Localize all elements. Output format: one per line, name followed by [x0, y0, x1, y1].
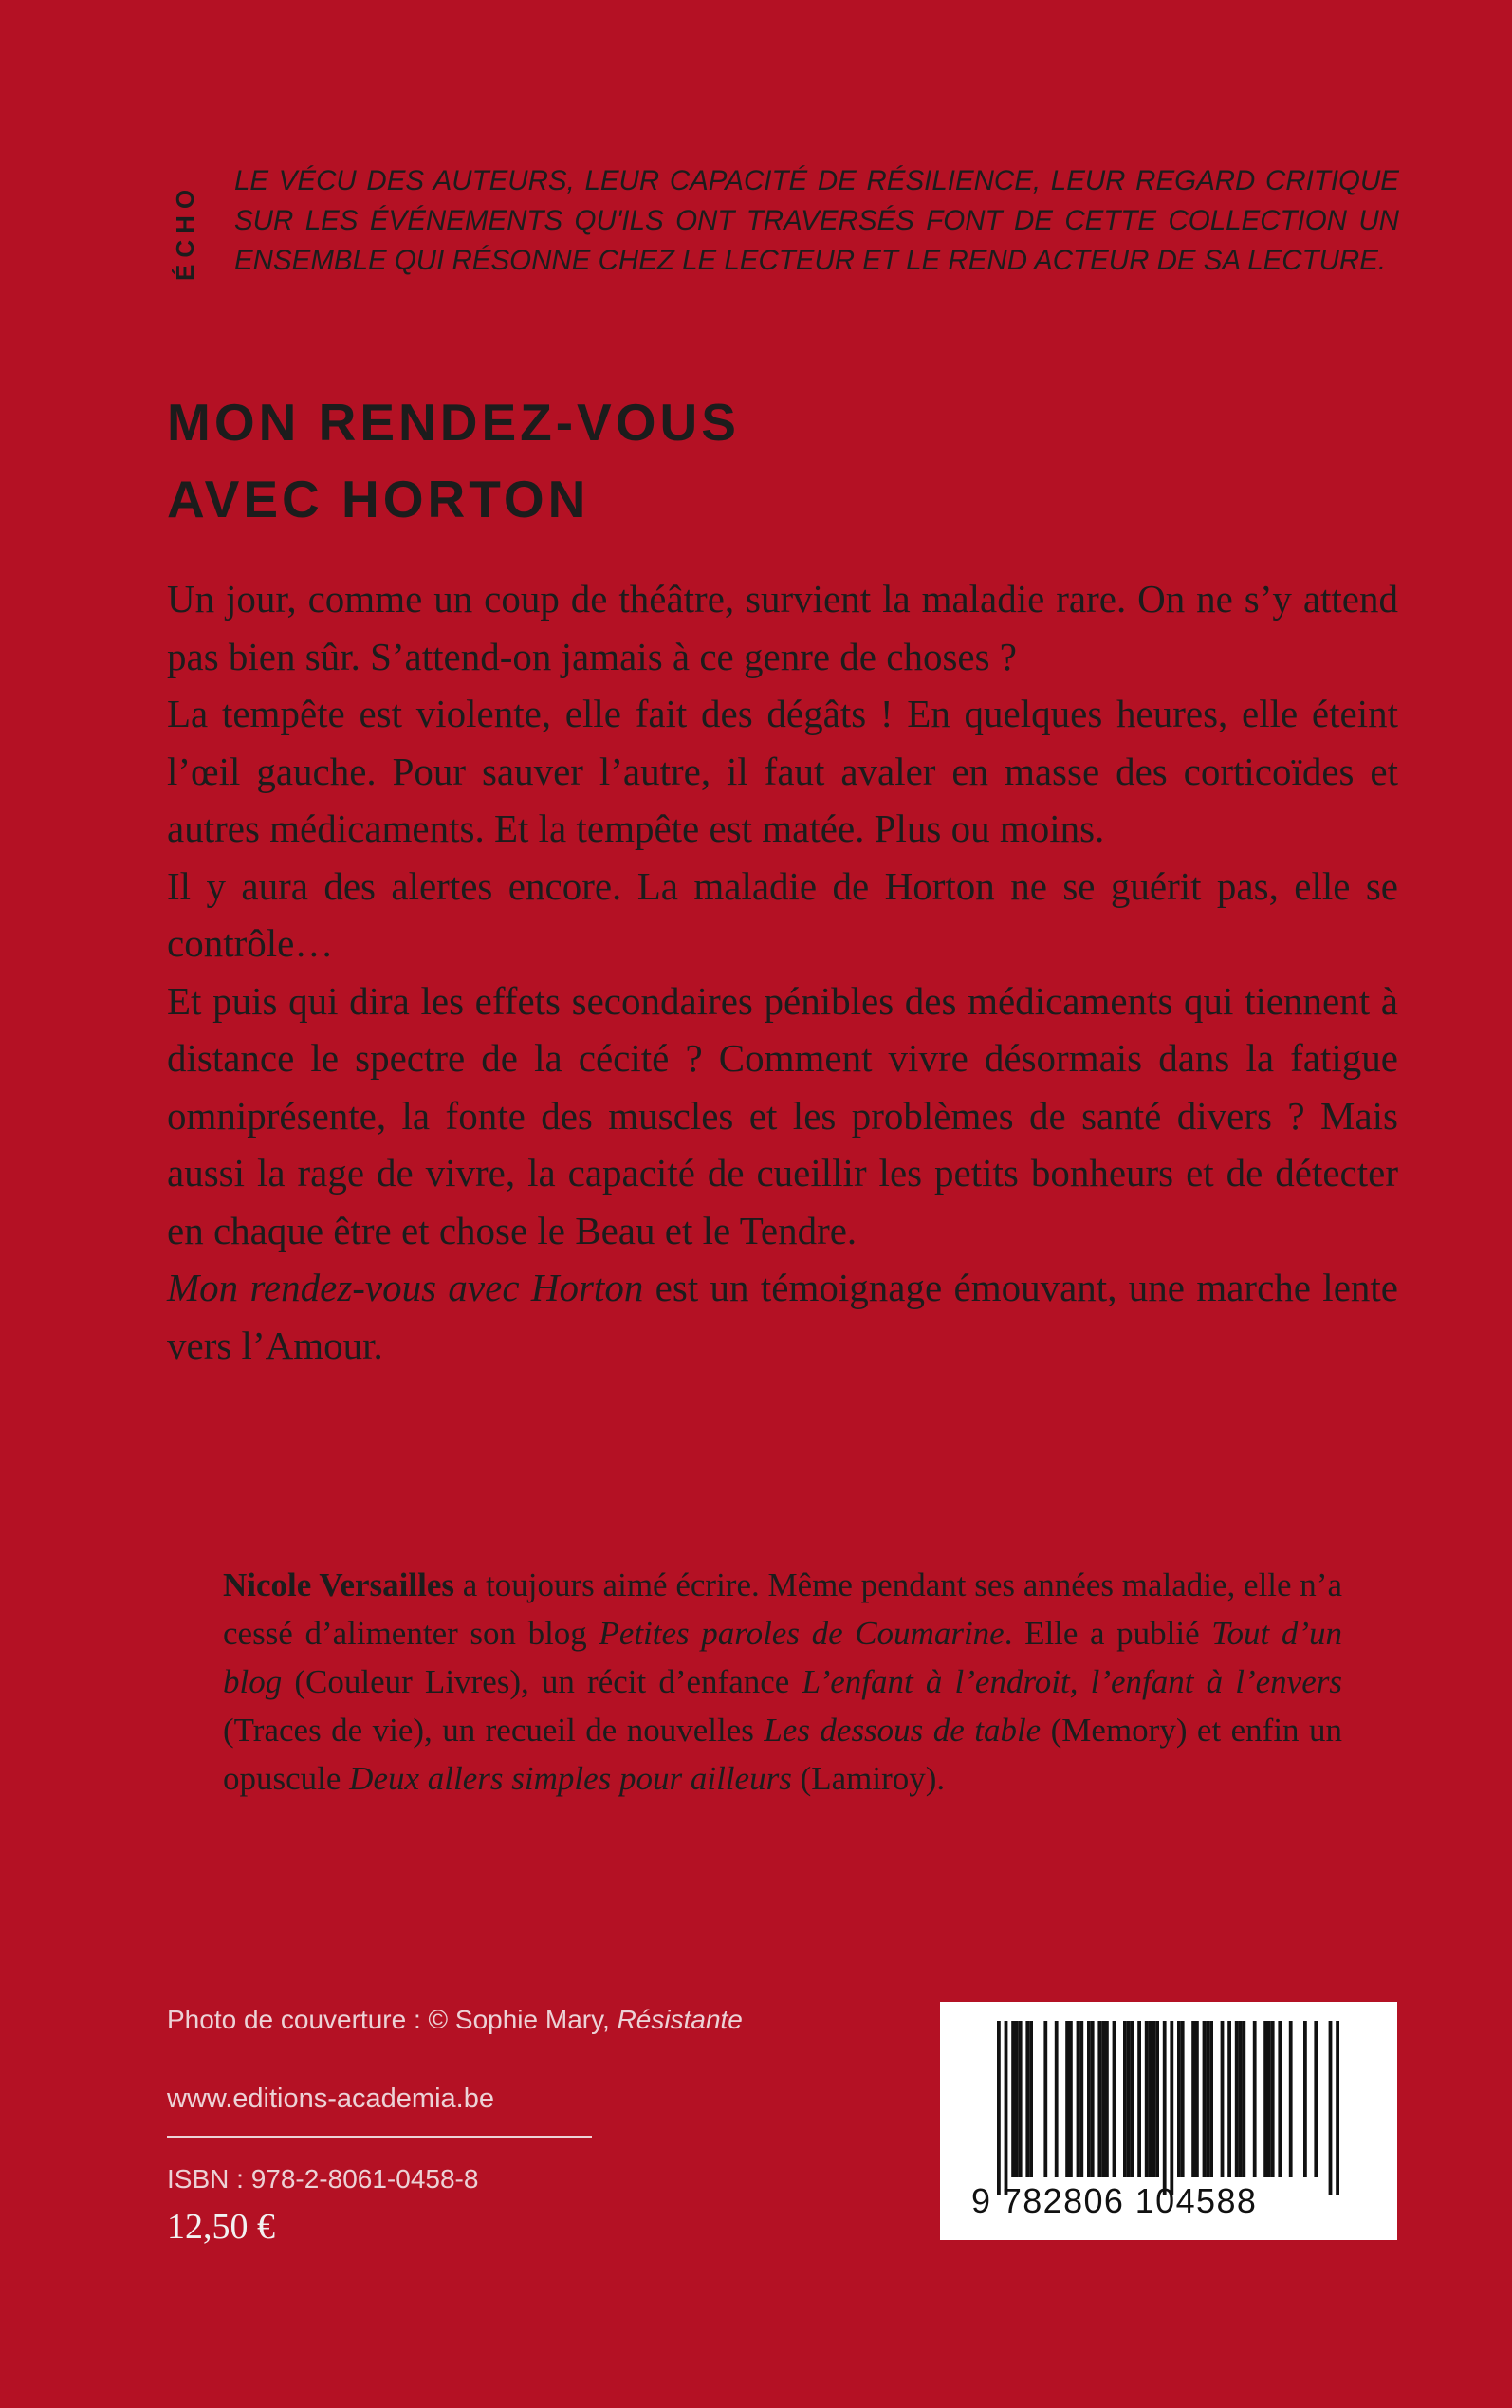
- barcode-bar: [1087, 2021, 1091, 2177]
- author-bio: [223, 1561, 1342, 1803]
- barcode-bar: [1271, 2021, 1275, 2177]
- barcode-bar: [1055, 2021, 1059, 2177]
- author-bio-text: (Memory) et enfin un opuscule: [223, 1712, 1342, 1797]
- barcode-bar: [1137, 2021, 1141, 2177]
- barcode-bar: [1015, 2021, 1019, 2177]
- book-title: [167, 384, 1210, 538]
- blurb-book-title: Mon rendez-vous avec Horton: [167, 1266, 644, 1309]
- barcode-bar: [1131, 2021, 1134, 2177]
- photo-credit-label: Photo de couverture : © Sophie Mary,: [167, 2005, 618, 2034]
- barcode-bar: [1097, 2021, 1101, 2177]
- collection-label: [167, 159, 205, 283]
- book-title-line-2: AVEC HORTON: [167, 470, 590, 528]
- blurb-paragraph-5: [167, 1259, 1398, 1374]
- barcode-bar: [1336, 2021, 1339, 2195]
- barcode-bar: [1289, 2021, 1293, 2177]
- blurb-paragraph-5-text: est un témoignage émouvant, une marche lente vers l’Amour.: [167, 1266, 1398, 1367]
- barcode-bar: [1149, 2021, 1152, 2177]
- author-bio-text: (Couleur Livres), un récit d’enfance: [282, 1663, 802, 1700]
- divider: [167, 2136, 592, 2138]
- author-book-title: Tout d’un blog: [223, 1615, 1342, 1700]
- barcode-bar: [1263, 2021, 1267, 2177]
- barcode-bar: [1242, 2021, 1245, 2177]
- barcode-bar: [1191, 2021, 1195, 2177]
- barcode-bar: [1329, 2021, 1333, 2195]
- barcode-bar: [1267, 2021, 1271, 2177]
- barcode-bar: [1019, 2021, 1023, 2177]
- author-name: Nicole Versailles: [223, 1566, 455, 1603]
- barcode-bar: [1209, 2021, 1213, 2177]
- barcode-bar: [1025, 2021, 1029, 2177]
- barcode-bar: [1253, 2021, 1257, 2177]
- photo-credit: [167, 2005, 743, 2035]
- barcode-bar: [1221, 2021, 1225, 2177]
- barcode-bar: [1195, 2021, 1199, 2177]
- barcode-bar: [1113, 2021, 1116, 2177]
- photo-credit-work: Résistante: [617, 2005, 743, 2034]
- author-book-title: Les dessous de table: [764, 1712, 1042, 1749]
- barcode-bar: [1206, 2021, 1209, 2177]
- author-book-title: L’enfant à l’endroit, l’enfant à l’envers: [802, 1663, 1342, 1700]
- back-cover-blurb: [167, 570, 1398, 1374]
- barcode-bar: [1043, 2021, 1047, 2177]
- author-bio-text: (Lamiroy).: [791, 1760, 946, 1797]
- barcode-bar: [1163, 2021, 1167, 2195]
- blurb-paragraph-1: Un jour, comme un coup de théâtre, survient la maladie rare. On ne s’y attend pas bien sûr. S’attend-on jamais à ce genre de choses ?: [167, 577, 1398, 678]
- isbn: ISBN : 978-2-8061-0458-8: [167, 2164, 479, 2194]
- barcode-bar: [1235, 2021, 1239, 2177]
- barcode-bar: [1145, 2021, 1149, 2177]
- barcode-bar: [1005, 2021, 1008, 2195]
- barcode-bar: [1079, 2021, 1083, 2177]
- price: 12,50 €: [167, 2207, 275, 2247]
- blurb-paragraph-2: La tempête est violente, elle fait des dégâts ! En quelques heures, elle éteint l’œil gauche. Pour sauver l’autre, il faut avaler en masse des corticoïdes et autres médicaments. Et la tempête est matée. Plus ou moins.: [167, 692, 1398, 850]
- barcode-bar: [1011, 2021, 1015, 2177]
- barcode-bar: [1077, 2021, 1080, 2177]
- book-title-line-1: MON RENDEZ-VOUS: [167, 393, 740, 452]
- barcode-bar: [1177, 2021, 1181, 2177]
- barcode-bar: [1227, 2021, 1231, 2177]
- barcode: [940, 2002, 1397, 2240]
- barcode-bar: [1303, 2021, 1307, 2177]
- barcode-bar: [1203, 2021, 1207, 2177]
- barcode-bar: [1314, 2021, 1318, 2177]
- barcode-bar: [997, 2021, 1001, 2195]
- barcode-bar: [1065, 2021, 1069, 2177]
- author-bio-text: (Traces de vie), un recueil de nouvelles: [223, 1712, 765, 1749]
- barcode-bar: [1101, 2021, 1105, 2177]
- barcode-bar: [1029, 2021, 1033, 2177]
- author-blog-title: Petites paroles de Coumarine: [599, 1615, 1005, 1652]
- author-bio-text: . Elle a publié: [1004, 1615, 1212, 1652]
- barcode-bar: [1278, 2021, 1282, 2177]
- publisher-website[interactable]: www.editions-academia.be: [167, 2084, 494, 2114]
- author-book-title: Deux allers simples pour ailleurs: [349, 1760, 792, 1797]
- barcode-bar: [1239, 2021, 1243, 2177]
- barcode-bar: [1155, 2021, 1159, 2177]
- collection-name: ÉCHO: [171, 182, 199, 281]
- barcode-number: 9 782806 104588: [971, 2181, 1258, 2220]
- author-bio-text: a toujours aimé écrire. Même pendant ses années maladie, elle n’a cessé d’alimenter son blog: [223, 1566, 1343, 1652]
- barcode-bar: [1170, 2021, 1173, 2195]
- blurb-paragraph-3: Il y aura des alertes encore. La maladie de Horton ne se guérit pas, elle se contrôle…: [167, 863, 1398, 965]
- barcode-bar: [1091, 2021, 1095, 2177]
- barcode-bar: [1123, 2021, 1127, 2177]
- collection-description: LE VÉCU DES AUTEURS, LEUR CAPACITÉ DE RÉSILIENCE, LEUR REGARD CRITIQUE SUR LES ÉVÉNEMENTS QU'ILS ONT TRAVERSÉS FONT DE CETTE COLLECTION UN ENSEMBLE QUI RÉSONNE CHEZ LE LECTEUR ET LE REND ACTEUR DE SA LECTURE.: [234, 165, 1399, 276]
- barcode-bar: [1127, 2021, 1131, 2177]
- barcode-bar: [1181, 2021, 1185, 2177]
- barcode-bar: [1105, 2021, 1109, 2177]
- blurb-paragraph-4: Et puis qui dira les effets secondaires pénibles des médicaments qui tiennent à distance le spectre de la cécité ? Comment vivre désormais dans la fatigue omniprésente, la fonte des muscles et les problèmes de santé divers ? Mais aussi la rage de vivre, la capacité de cueillir les petits bonheurs et de détecter en chaque être et chose le Beau et le Tendre.: [167, 978, 1398, 1252]
- barcode-bar: [1069, 2021, 1073, 2177]
- barcode-bar: [1152, 2021, 1155, 2177]
